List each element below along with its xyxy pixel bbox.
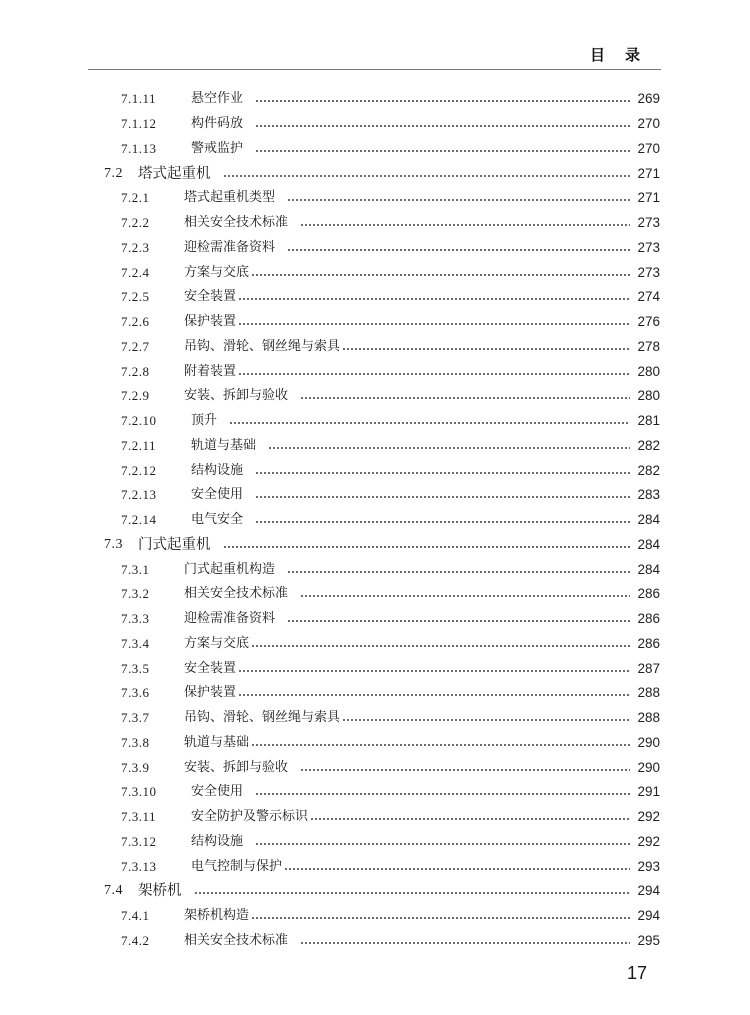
toc-entry-title: 吊钩、滑轮、钢丝绳与索具 [184,710,341,726]
dot-leader [238,373,630,375]
toc-entry-title: 安装、拆卸与验收 [184,388,289,404]
toc-entry-title: 迎检需准备资料 [184,611,276,627]
toc-entry-number: 7.2.11 [121,437,157,453]
dot-leader [251,274,630,276]
toc-subsection-entry[interactable] [121,112,660,137]
toc-entry-number: 7.3 [104,536,123,552]
toc-entry-title: 构件码放 [191,116,244,132]
toc-entry-page: 271 [637,190,660,206]
toc-subsection-entry[interactable] [121,508,660,533]
toc-entry-page: 286 [637,611,660,627]
toc-entry-page: 286 [637,586,660,602]
toc-entry-title: 吊钩、滑轮、钢丝绳与索具 [184,338,341,354]
running-header-title: 目录 [589,46,660,64]
toc-entry-title: 电气控制与保护 [191,858,283,874]
dot-leader [255,496,630,498]
toc-entry-page: 284 [637,561,660,577]
toc-subsection-entry[interactable] [121,755,660,780]
dot-leader [255,472,630,474]
dot-leader [255,125,630,127]
dot-leader [238,323,630,325]
toc-subsection-entry[interactable] [121,929,660,954]
toc-entry-page: 292 [637,833,660,849]
dot-leader [251,917,630,919]
toc-entry-number: 7.2.3 [121,239,150,255]
toc-entry-number: 7.2.13 [121,487,157,503]
toc-entry-page: 270 [637,140,660,156]
dot-leader [255,521,630,523]
toc-subsection-entry[interactable] [121,260,660,285]
toc-entry-number: 7.3.7 [121,710,150,726]
toc-entry-title: 轨道与基础 [191,437,257,453]
toc-entry-number: 7.3.9 [121,759,150,775]
toc-entry-page: 273 [637,239,660,255]
toc-entry-title: 安全防护及警示标识 [191,809,309,825]
dot-leader [194,892,631,894]
dot-leader [342,348,630,350]
dot-leader [251,645,630,647]
toc-entry-page: 288 [637,685,660,701]
toc-entry-title: 门式起重机 [138,536,211,553]
toc-entry-title: 安装、拆卸与验收 [184,759,289,775]
toc-subsection-entry[interactable] [121,236,660,261]
toc-subsection-entry[interactable] [121,359,660,384]
toc-entry-title: 塔式起重机类型 [184,190,276,206]
toc-entry-page: 286 [637,635,660,651]
toc-entry-title: 架桥机构造 [184,908,250,924]
toc-subsection-entry[interactable] [121,285,660,310]
dot-leader [300,397,630,399]
toc-subsection-entry[interactable] [121,211,660,236]
toc-entry-number: 7.3.11 [121,809,157,825]
toc-entry-number: 7.4.1 [121,908,150,924]
toc-entry-page: 271 [637,165,660,181]
dot-leader [255,100,630,102]
dot-leader [251,744,630,746]
dot-leader [287,571,630,573]
toc-entry-number: 7.3.5 [121,660,150,676]
toc-entry-title: 方案与交底 [184,264,250,280]
toc-entry-number: 7.1.12 [121,116,157,132]
toc-section-entry[interactable] [104,533,660,558]
toc-entry-number: 7.2.10 [121,413,157,429]
toc-subsection-entry[interactable] [121,681,660,706]
toc-entry-number: 7.3.2 [121,586,150,602]
toc-entry-page: 269 [637,91,660,107]
toc-entry-title: 警戒监护 [191,140,244,156]
toc-entry-page: 294 [637,883,660,899]
toc-entry-page: 283 [637,487,660,503]
toc-subsection-entry[interactable] [121,805,660,830]
toc-entry-number: 7.4.2 [121,932,150,948]
toc-entry-page: 280 [637,388,660,404]
toc-entry-number: 7.3.12 [121,833,157,849]
toc-entry-title: 轨道与基础 [184,734,250,750]
dot-leader [300,224,630,226]
dot-leader [300,769,630,771]
toc-subsection-entry[interactable] [121,780,660,805]
dot-leader [342,719,630,721]
toc-entry-number: 7.1.13 [121,140,157,156]
dot-leader [300,595,630,597]
toc-entry-page: 291 [637,784,660,800]
toc-subsection-entry[interactable] [121,632,660,657]
toc-entry-title: 安全装置 [184,289,237,305]
toc-subsection-entry[interactable] [121,607,660,632]
toc-entry-page: 282 [637,462,660,478]
toc-entry-page: 284 [637,512,660,528]
toc-entry-title: 迎检需准备资料 [184,239,276,255]
toc-entry-title: 相关安全技术标准 [184,586,289,602]
toc-entry-title: 悬空作业 [191,91,244,107]
toc-entry-page: 273 [637,215,660,231]
toc-entry-title: 安全使用 [191,487,244,503]
toc-subsection-entry[interactable] [121,904,660,929]
toc-entry-page: 281 [637,413,660,429]
toc-subsection-entry[interactable] [121,731,660,756]
toc-entry-title: 塔式起重机 [138,165,211,182]
toc-entry-title: 相关安全技术标准 [184,932,289,948]
toc-entry-number: 7.2.8 [121,363,150,379]
dot-leader [238,670,630,672]
toc-subsection-entry[interactable] [121,384,660,409]
page-number: 17 [627,963,648,983]
toc-entry-title: 顶升 [191,413,218,429]
dot-leader [238,298,630,300]
toc-subsection-entry[interactable] [121,409,660,434]
dot-leader [229,422,630,424]
toc-entry-number: 7.2.2 [121,215,150,231]
toc-entry-number: 7.1.11 [121,91,157,107]
toc-entry-page: 290 [637,734,660,750]
toc-entry-page: 287 [637,660,660,676]
toc-subsection-entry[interactable] [121,87,660,112]
toc-entry-page: 293 [637,858,660,874]
dot-leader [287,620,630,622]
toc-entry-page: 288 [637,710,660,726]
dot-leader [287,249,630,251]
toc-entry-title: 电气安全 [191,512,244,528]
dot-leader [238,694,630,696]
toc-entry-number: 7.3.6 [121,685,150,701]
toc-entry-number: 7.4 [104,883,123,899]
dot-leader [223,546,631,548]
toc-subsection-entry[interactable] [121,137,660,162]
toc-entry-number: 7.3.8 [121,734,150,750]
toc-entry-page: 278 [637,338,660,354]
toc-entry-title: 保护装置 [184,314,237,330]
toc-entry-number: 7.2.6 [121,314,150,330]
toc-entry-number: 7.2.5 [121,289,150,305]
toc-entry-page: 284 [637,536,660,552]
dot-leader [255,843,630,845]
dot-leader [268,447,630,449]
toc-entry-number: 7.2.12 [121,462,157,478]
toc-entry-page: 273 [637,264,660,280]
toc-subsection-entry[interactable] [121,335,660,360]
toc-entry-page: 276 [637,314,660,330]
toc-entry-page: 270 [637,116,660,132]
header-rule [88,69,661,70]
toc-entry-number: 7.2.7 [121,338,150,354]
toc-entry-number: 7.3.4 [121,635,150,651]
toc-entry-page: 282 [637,437,660,453]
toc-section-entry[interactable] [104,161,660,186]
dot-leader [255,793,630,795]
toc-entry-title: 安全装置 [184,660,237,676]
toc-subsection-entry[interactable] [121,483,660,508]
dot-leader [287,199,630,201]
toc-entry-page: 295 [637,932,660,948]
toc-entry-page: 274 [637,289,660,305]
dot-leader [255,150,630,152]
toc-entry-title: 方案与交底 [184,635,250,651]
toc-entry-number: 7.2.9 [121,388,150,404]
dot-leader [310,818,630,820]
toc-section-entry[interactable] [104,879,660,904]
toc-entry-page: 292 [637,809,660,825]
toc-subsection-entry[interactable] [121,557,660,582]
toc-entry-title: 安全使用 [191,784,244,800]
toc-subsection-entry[interactable] [121,310,660,335]
toc-entry-number: 7.3.1 [121,561,150,577]
toc-entry-number: 7.3.10 [121,784,157,800]
toc-entry-title: 相关安全技术标准 [184,215,289,231]
toc-subsection-entry[interactable] [121,656,660,681]
toc-entry-page: 294 [637,908,660,924]
dot-leader [223,175,631,177]
toc-entry-title: 结构设施 [191,833,244,849]
toc-entry-title: 门式起重机构造 [184,561,276,577]
toc-subsection-entry[interactable] [121,706,660,731]
toc-subsection-entry[interactable] [121,582,660,607]
toc-entry-title: 结构设施 [191,462,244,478]
toc-entry-number: 7.3.3 [121,611,150,627]
toc-subsection-entry[interactable] [121,458,660,483]
toc-subsection-entry[interactable] [121,830,660,855]
toc-subsection-entry[interactable] [121,854,660,879]
toc-entry-page: 290 [637,759,660,775]
toc-entry-number: 7.2.4 [121,264,150,280]
toc-subsection-entry[interactable] [121,434,660,459]
toc-entry-title: 架桥机 [138,883,182,900]
toc-entry-number: 7.2 [104,165,123,181]
toc-entry-number: 7.2.1 [121,190,150,206]
toc-entry-title: 附着装置 [184,363,237,379]
dot-leader [284,868,630,870]
toc-subsection-entry[interactable] [121,186,660,211]
toc-entry-number: 7.3.13 [121,858,157,874]
toc-entry-number: 7.2.14 [121,512,157,528]
dot-leader [300,942,630,944]
toc-entry-title: 保护装置 [184,685,237,701]
toc-entry-page: 280 [637,363,660,379]
